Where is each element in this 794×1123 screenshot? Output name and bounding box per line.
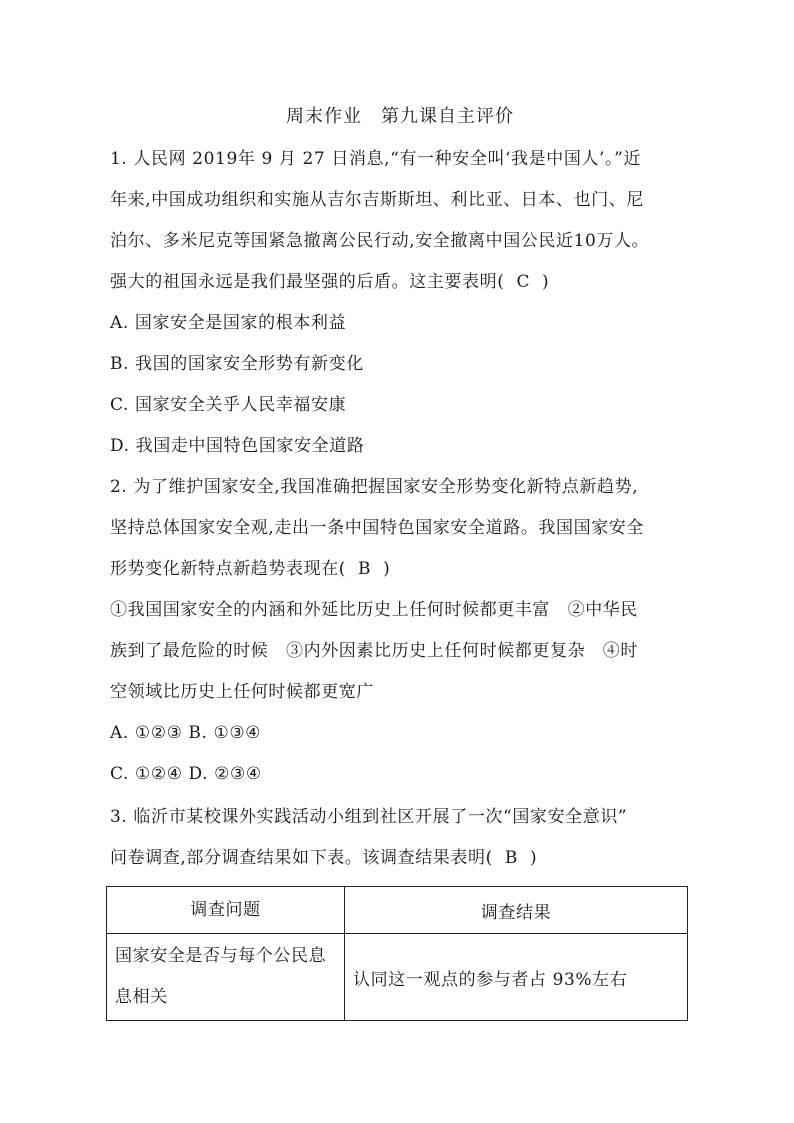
question-2-stem bbox=[110, 467, 682, 713]
page-title: 周末作业 第九课自主评价 bbox=[286, 106, 514, 127]
question-1-line-3: 泊尔、多米尼克等国紧急撤离公民行动,安全撤离中国公民近10万人。 bbox=[110, 231, 650, 251]
table-header-row bbox=[107, 887, 688, 934]
question-3-answer: B bbox=[504, 848, 518, 868]
question-2-options-cd: C. ①②④ D. ②③④ bbox=[110, 764, 262, 784]
question-3-line-1: 3. 临沂市某校课外实践活动小组到社区开展了一次“国家安全意识” bbox=[110, 807, 628, 827]
question-1-option-d: D. 我国走中国特色国家安全道路 bbox=[110, 436, 365, 456]
question-1-line-1: 1. 人民网 2019年 9 月 27 日消息,“有一种安全叫‘我是中国人’。”近 bbox=[110, 149, 642, 169]
question-1-option-c: C. 国家安全关乎人民幸福安康 bbox=[110, 395, 347, 415]
question-2-statement-line-3: 空领域比历史上任何时候都更宽广 bbox=[110, 682, 374, 702]
question-3-close-paren: ) bbox=[529, 848, 538, 868]
question-2-statement-line-2: 族到了最危险的时候 ③内外因素比历史上任何时候都更复杂 ④时 bbox=[110, 641, 638, 661]
question-1-option-a: A. 国家安全是国家的根本利益 bbox=[110, 313, 347, 333]
question-1-close-paren: ) bbox=[542, 272, 550, 292]
question-1-line-4 bbox=[110, 262, 682, 303]
question-1-option-b: B. 我国的国家安全形势有新变化 bbox=[110, 354, 364, 374]
table-header-result: 调查结果 bbox=[345, 887, 688, 934]
question-2-close-paren: ) bbox=[383, 559, 391, 579]
table-cell-question: 国家安全是否与每个公民息息相关 bbox=[107, 934, 345, 1021]
question-3-stem bbox=[110, 797, 682, 879]
question-2-line-1: 2. 为了维护国家安全,我国准确把握国家安全形势变化新特点新趋势, bbox=[110, 477, 639, 497]
table-header-question: 调查问题 bbox=[107, 887, 345, 934]
question-1-line-2: 年来,中国成功组织和实施从吉尔吉斯斯坦、利比亚、日本、也门、尼 bbox=[110, 190, 645, 210]
question-1-stem bbox=[110, 139, 682, 303]
question-3-prompt: 问卷调查,部分调查结果如下表。该调查结果表明( bbox=[110, 848, 493, 868]
question-2-line-2: 坚持总体国家安全观,走出一条中国特色国家安全道路。我国国家安全 bbox=[110, 518, 645, 538]
question-2-answer: B bbox=[358, 559, 372, 579]
question-2-line-3 bbox=[110, 549, 682, 590]
table-cell-result: 认同这一观点的参与者占 93%左右 bbox=[345, 934, 688, 1021]
question-2-prompt: 形势变化新特点新趋势表现在( bbox=[110, 559, 347, 579]
question-1-prompt: 强大的祖国永远是我们最坚强的后盾。这主要表明( bbox=[110, 272, 505, 292]
question-1-answer: C bbox=[516, 272, 531, 292]
question-2-options-ab: A. ①②③ B. ①③④ bbox=[110, 723, 262, 743]
survey-results-table bbox=[106, 886, 688, 1021]
table-row bbox=[107, 934, 688, 1021]
question-3-line-2 bbox=[110, 838, 682, 879]
question-2-statement-line-1: ①我国国家安全的内涵和外延比历史上任何时候都更丰富 ②中华民 bbox=[110, 600, 638, 620]
